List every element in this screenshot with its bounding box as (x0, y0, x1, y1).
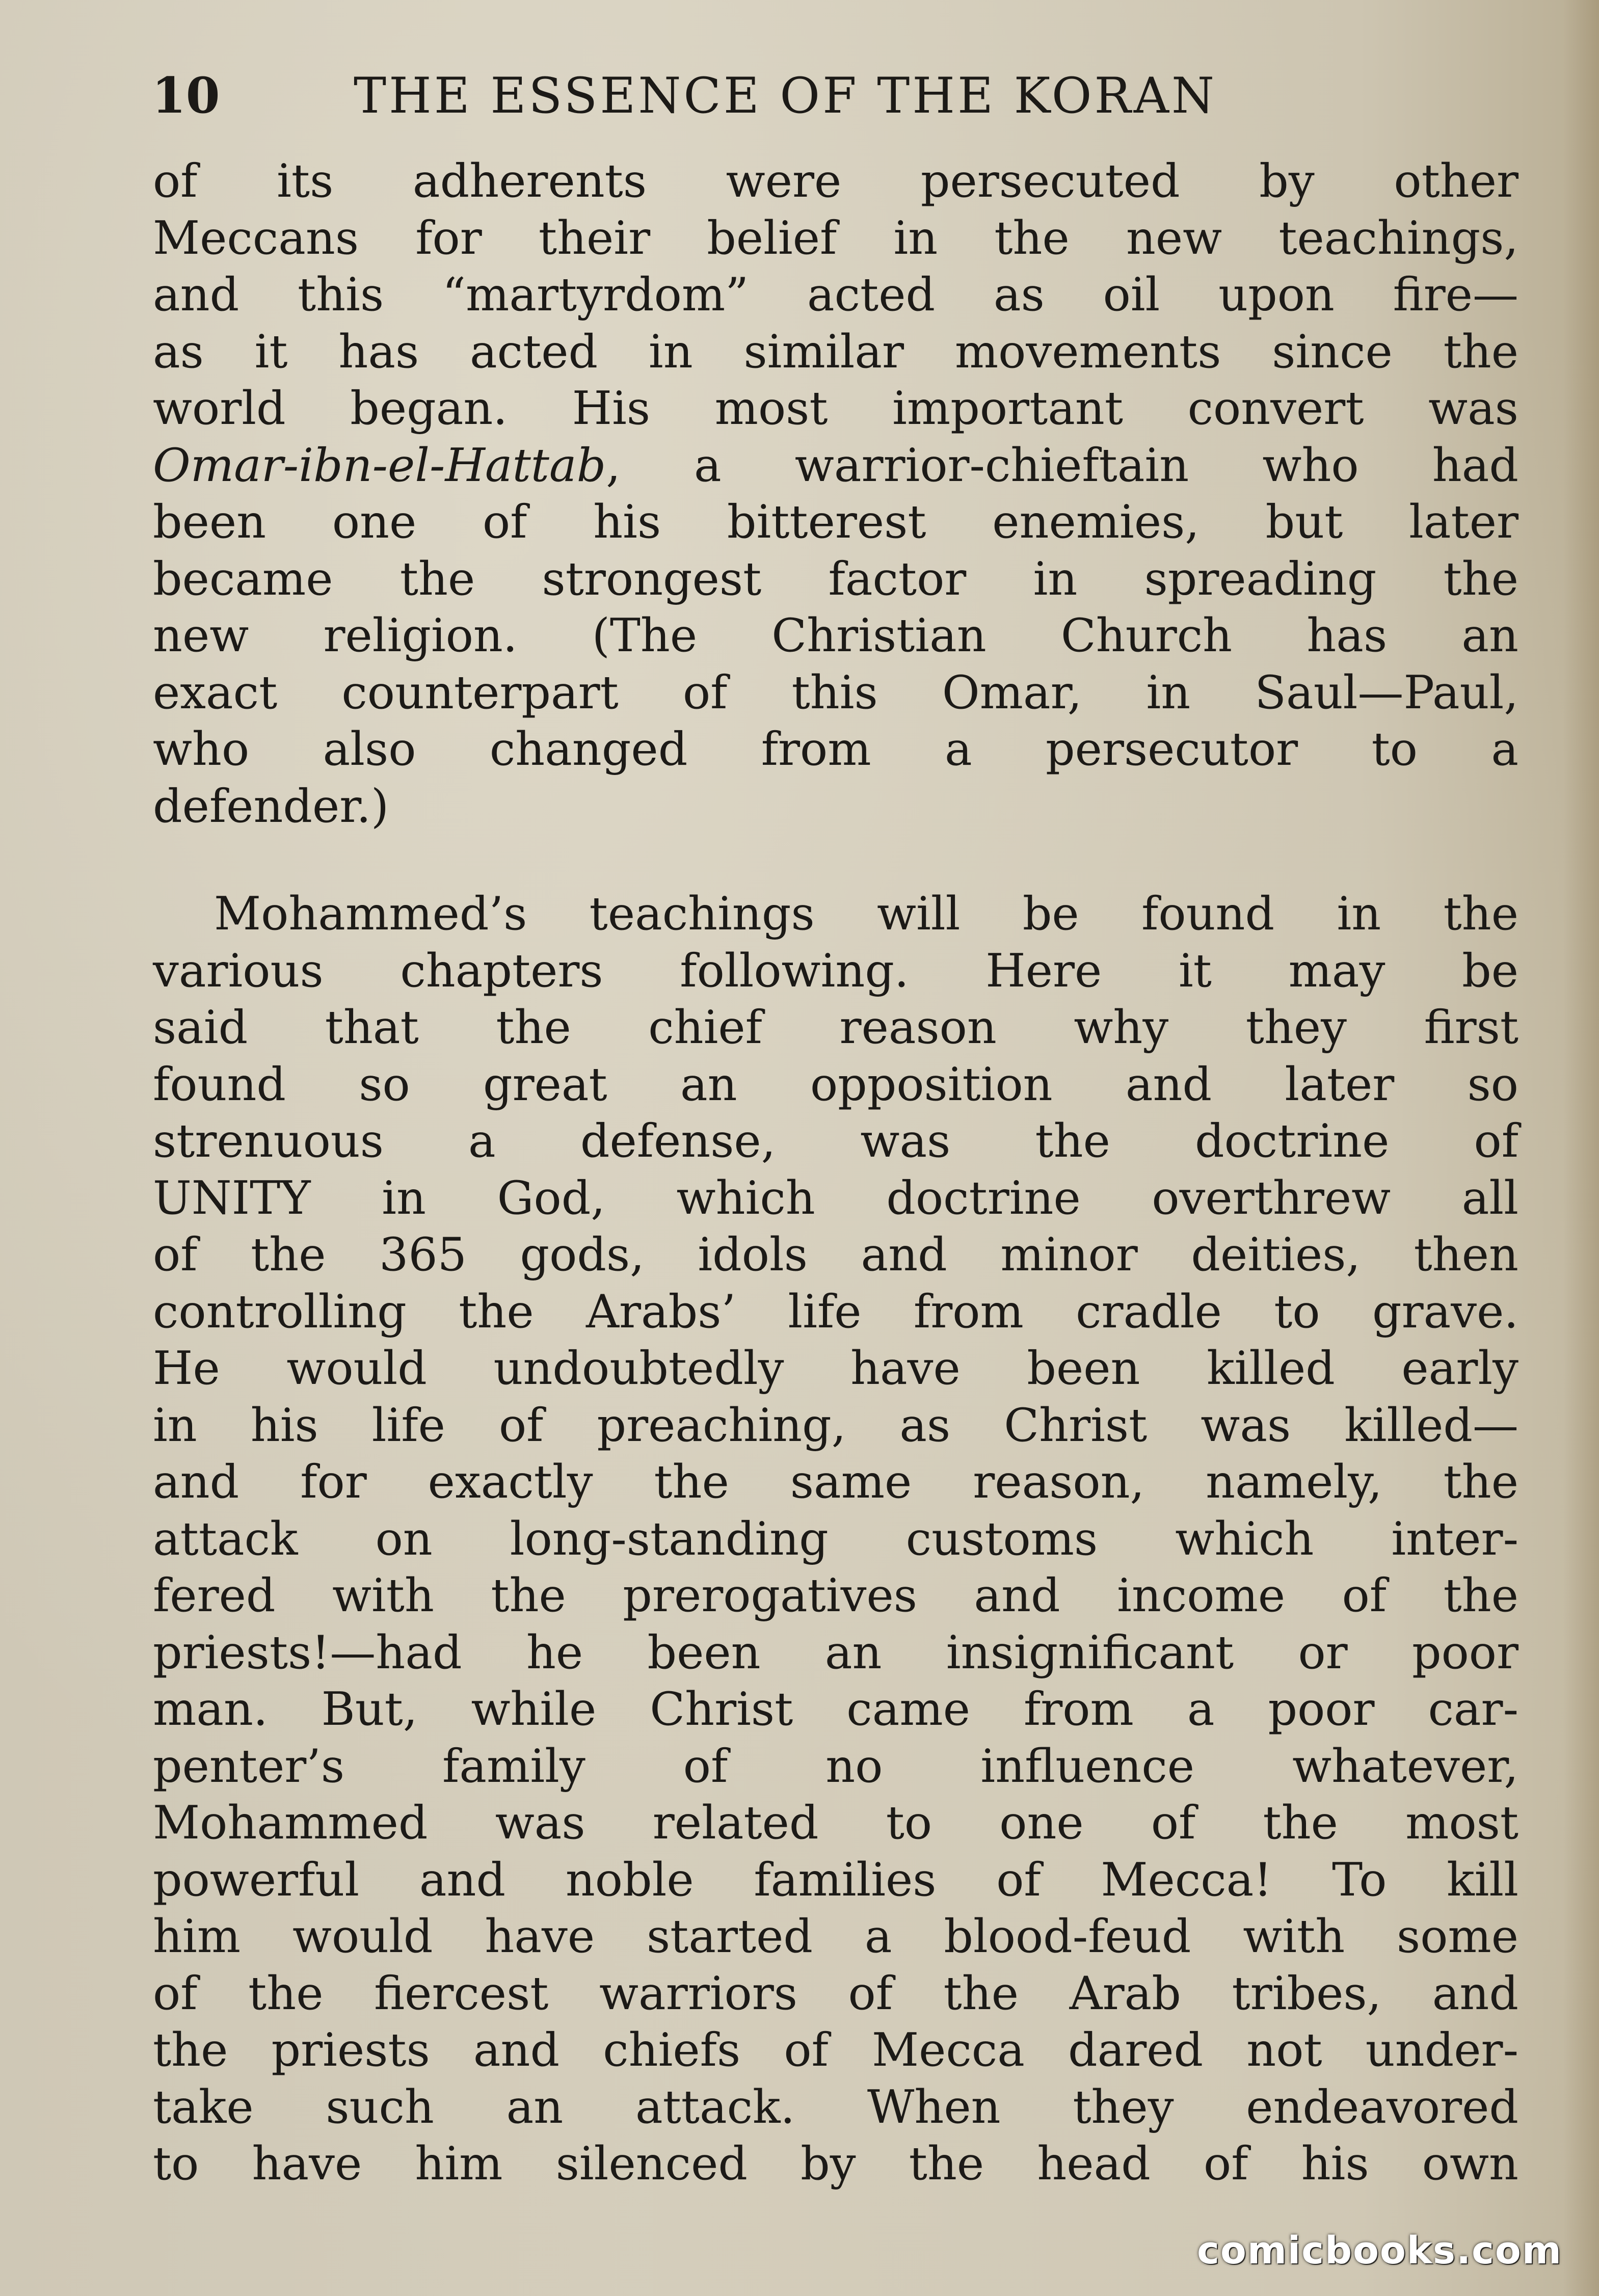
line-text: attack on long-standing customs which inter- (153, 1512, 1518, 1566)
line-text: fered with the prerogatives and income of the (153, 1569, 1518, 1622)
page-number: 10 (152, 67, 220, 124)
line-text: strenuous a defense, was the doctrine of (153, 1114, 1518, 1168)
text-line (153, 1113, 1518, 1170)
text-line (153, 1511, 1518, 1568)
text-line (153, 380, 1518, 437)
text-line (153, 1454, 1518, 1511)
text-line (153, 153, 1518, 210)
text-line (153, 1340, 1518, 1397)
text-line (153, 1852, 1518, 1909)
line-text: Mohammed’s teachings will be found in the (214, 887, 1518, 941)
text-line (153, 778, 1518, 835)
page-edge-shadow (1563, 0, 1599, 2296)
line-text: exact counterpart of this Omar, in Saul—Paul, (153, 665, 1518, 719)
line-text: penter’s family of no influence whatever, (153, 1739, 1518, 1793)
text-line (153, 1624, 1518, 1681)
line-text: powerful and noble families of Mecca! To kill (153, 1853, 1518, 1907)
line-text: been one of his bitterest enemies, but later (153, 495, 1518, 549)
page-header (152, 65, 1528, 126)
paragraph (153, 886, 1518, 2193)
line-text: who also changed from a persecutor to a (153, 723, 1518, 776)
line-text: various chapters following. Here it may be (153, 944, 1518, 998)
line-text: world began. His most important convert was (153, 382, 1518, 435)
line-text: Mohammed was related to one of the most (153, 1796, 1518, 1850)
line-text: of its adherents were persecuted by other (153, 154, 1518, 208)
text-line (153, 1738, 1518, 1795)
text-line (153, 1908, 1518, 1965)
line-text: take such an attack. When they endeavored (153, 2080, 1518, 2134)
watermark: comicbooks.com (1197, 2229, 1562, 2273)
text-line (153, 1226, 1518, 1284)
text-line (153, 999, 1518, 1056)
text-line (153, 1170, 1518, 1227)
line-text: He would undoubtedly have been killed early (153, 1342, 1518, 1395)
line-text: said that the chief reason why they first (153, 1001, 1518, 1054)
line-text: found so great an opposition and later so (153, 1057, 1518, 1111)
text-line (153, 1965, 1518, 2022)
line-text: to have him silenced by the head of his own (153, 2137, 1518, 2191)
line-text: of the fiercest warriors of the Arab tribes, and (153, 1966, 1518, 2020)
text-line (153, 266, 1518, 324)
line-text: defender.) (153, 779, 389, 833)
line-text: of the 365 gods, idols and minor deities, then (153, 1228, 1518, 1282)
line-text: in his life of preaching, as Christ was killed— (153, 1398, 1518, 1452)
text-line (153, 551, 1518, 608)
text-line (153, 943, 1518, 1000)
text-line (153, 664, 1518, 722)
text-line (153, 2022, 1518, 2079)
line-text: , a warrior-chieftain who had (606, 438, 1518, 492)
body-text (153, 153, 1518, 2193)
italic-name: Omar-ibn-el-Hattab (153, 438, 606, 492)
text-line (153, 1397, 1518, 1454)
paragraph (153, 153, 1518, 835)
line-text: Meccans for their belief in the new teachings, (153, 211, 1518, 265)
line-text: as it has acted in similar movements since the (153, 325, 1518, 379)
text-line (153, 1795, 1518, 1852)
line-text: man. But, while Christ came from a poor car- (153, 1683, 1518, 1736)
line-text: became the strongest factor in spreading the (153, 552, 1518, 606)
line-text: controlling the Arabs’ life from cradle to grave. (153, 1285, 1518, 1339)
line-text: and this “martyrdom” acted as oil upon fire— (153, 268, 1518, 322)
text-line (153, 1284, 1518, 1341)
text-line (153, 886, 1518, 943)
text-line (153, 2135, 1518, 2193)
running-head: THE ESSENCE OF THE KORAN (354, 67, 1217, 124)
text-line (153, 437, 1518, 494)
line-text: priests!—had he been an insignificant or poor (153, 1625, 1518, 1679)
line-text: the priests and chiefs of Mecca dared not under- (153, 2023, 1518, 2077)
text-line (153, 1567, 1518, 1624)
text-line (153, 210, 1518, 267)
text-line (153, 1056, 1518, 1113)
text-line (153, 2079, 1518, 2136)
line-text: new religion. (The Christian Church has an (153, 609, 1518, 662)
text-line (153, 324, 1518, 381)
text-line (153, 494, 1518, 551)
line-text: him would have started a blood-feud with some (153, 1910, 1518, 1963)
line-text: and for exactly the same reason, namely, the (153, 1455, 1518, 1509)
text-line (153, 607, 1518, 664)
line-text: UNITY in God, which doctrine overthrew all (153, 1171, 1518, 1225)
text-line (153, 721, 1518, 778)
text-line (153, 1681, 1518, 1738)
